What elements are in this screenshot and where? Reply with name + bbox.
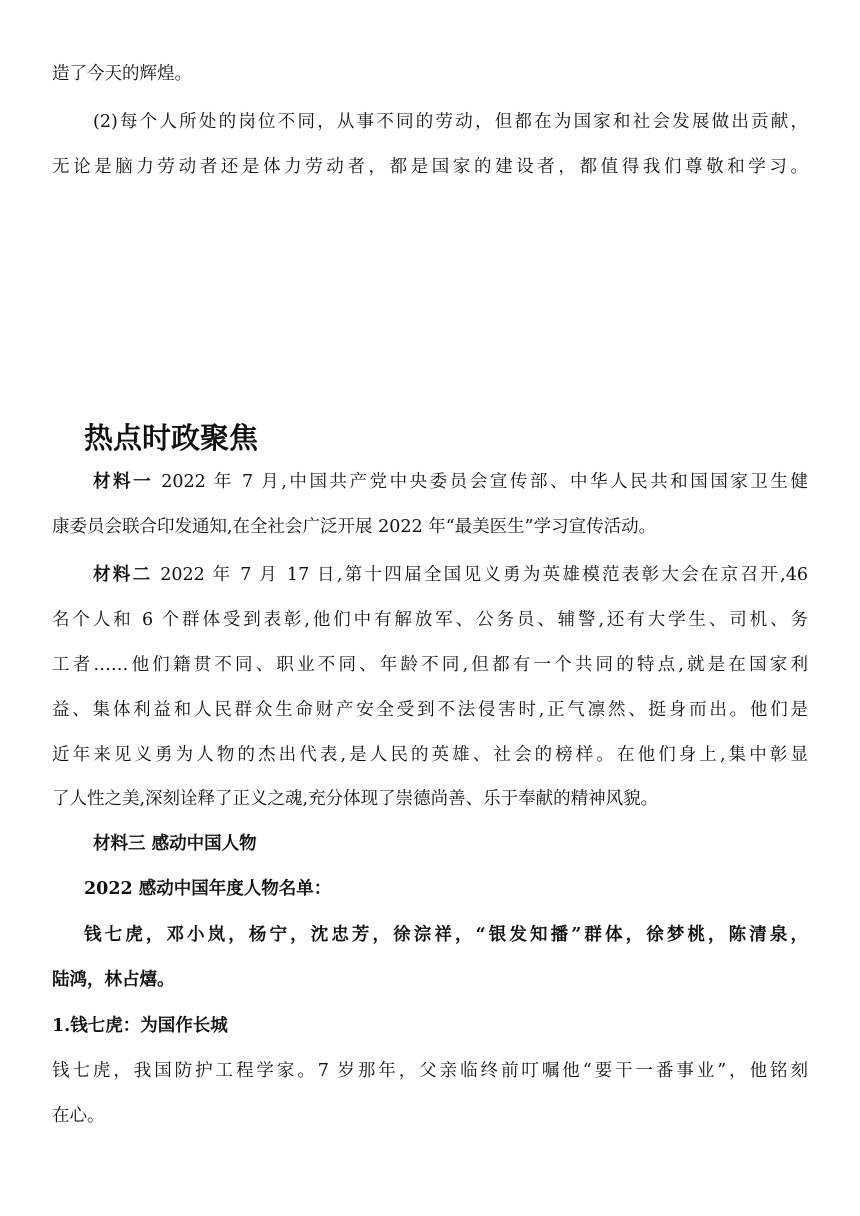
material-2-line-2: 名个人和 6 个群体受到表彰,他们中有解放军、公务员、辅警,还有大学生、司机、务 <box>52 610 808 630</box>
paragraph-2-line-1: (2)每个人所处的岗位不同，从事不同的劳动，但都在为国家和社会发展做出贡献， <box>93 112 808 132</box>
material-3-title: 材料三 感动中国人物 <box>93 834 257 854</box>
material-2-line-5: 近年来见义勇为人物的杰出代表,是人民的英雄、社会的榜样。在他们身上,集中彰显 <box>52 745 808 765</box>
material-2-line-4: 益、集体利益和人民群众生命财产安全受到不法侵害时,正气凛然、挺身而出。他们是 <box>52 700 808 720</box>
material-2-line-1 <box>93 562 808 588</box>
person-1-line-1: 钱七虎，我国防护工程学家。7 岁那年，父亲临终前叮嘱他“要干一番事业”，他铭刻 <box>52 1061 808 1081</box>
award-list-title: 2022 感动中国年度人物名单： <box>84 879 332 899</box>
award-names-line-2: 陆鸿，林占熺。 <box>52 970 175 990</box>
material-2-label: 材料二 <box>93 565 153 585</box>
material-1-label: 材料一 <box>93 472 154 492</box>
award-names-line-1: 钱七虎，邓小岚，杨宁，沈忠芳，徐淙祥，“银发知播”群体，徐梦桃，陈清泉， <box>84 925 808 945</box>
material-1-line-1 <box>93 469 808 495</box>
paragraph-2-line-2: 无论是脑力劳动者还是体力劳动者，都是国家的建设者，都值得我们尊敬和学习。 <box>52 157 808 177</box>
material-2-line-6: 了人性之美,深刻诠释了正义之魂,充分体现了崇德尚善、乐于奉献的精神风貌。 <box>52 789 659 809</box>
material-2-text: 2022 年 7 月 17 日,第十四届全国见义勇为英雄模范表彰大会在京召开,46 <box>152 565 808 585</box>
material-1-line-2: 康委员会联合印发通知,在全社会广泛开展 2022 年“最美医生”学习宣传活动。 <box>52 517 657 537</box>
section-heading: 热点时政聚焦 <box>84 421 259 455</box>
material-2-line-3: 工者……他们籍贯不同、职业不同、年龄不同,但都有一个共同的特点,就是在国家利 <box>52 655 808 675</box>
paragraph-tail: 造了今天的辉煌。 <box>52 64 192 84</box>
material-1-text: 2022 年 7 月,中国共产党中央委员会宣传部、中华人民共和国国家卫生健 <box>153 472 809 492</box>
person-1-heading: 1.钱七虎：为国作长城 <box>52 1016 228 1036</box>
person-1-line-2: 在心。 <box>52 1106 105 1126</box>
